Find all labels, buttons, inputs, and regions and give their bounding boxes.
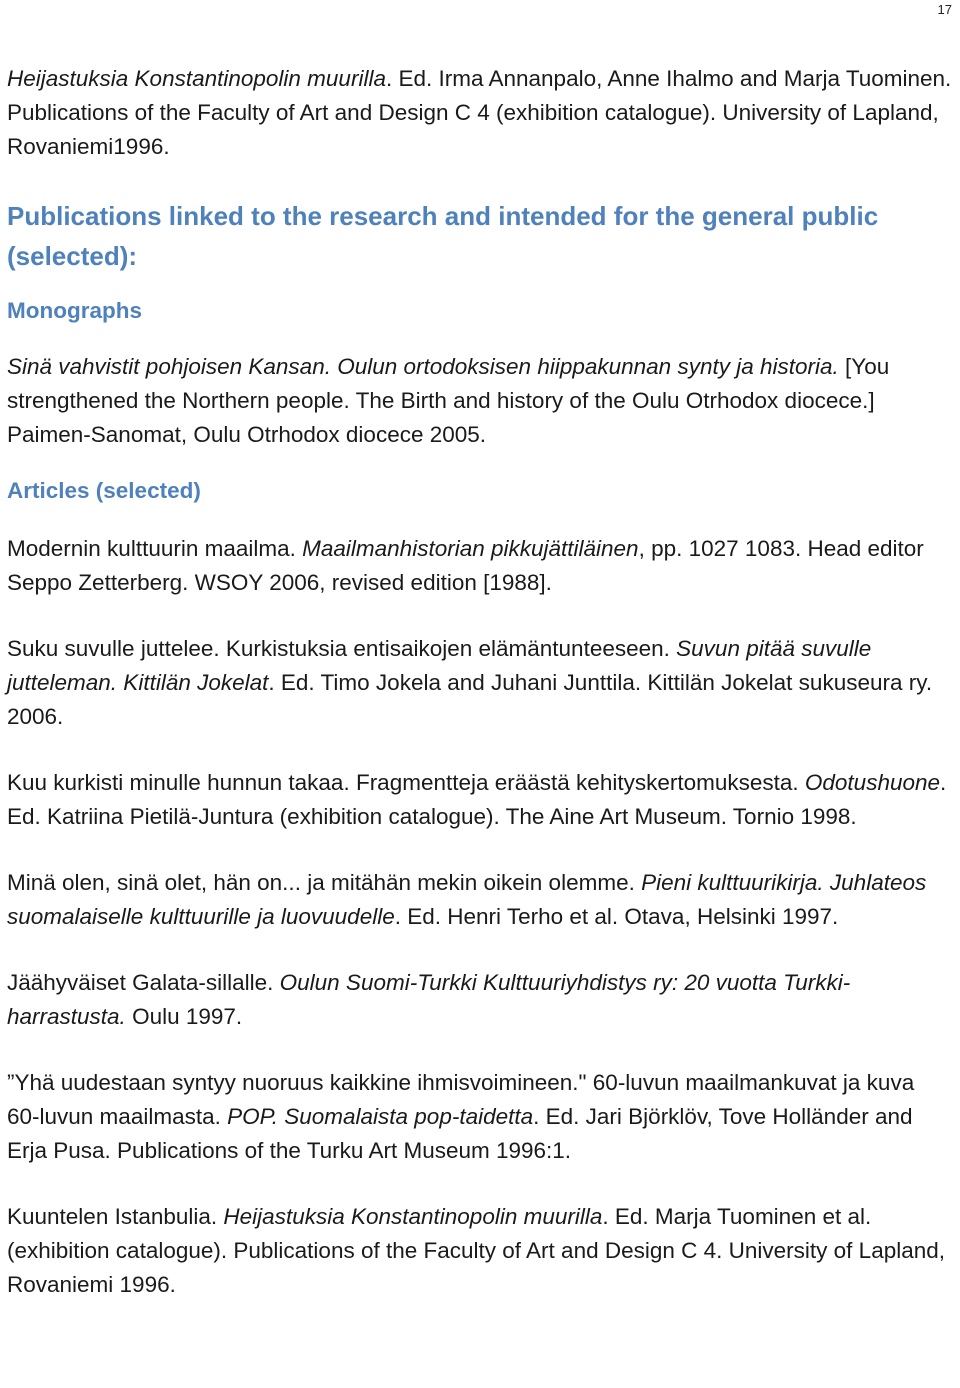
article-reference [7, 966, 952, 1034]
articles-heading: Articles (selected) [7, 478, 201, 503]
article-part: Minä olen, sinä olet, hän on... ja mitähän mekin oikein olemme. [7, 870, 642, 895]
article-part: Modernin kulttuurin maailma. [7, 536, 303, 561]
document-body [7, 62, 952, 1302]
article-italic: Odotushuone [804, 770, 941, 795]
article-italic: Oulun Suomi-Turkki Kulttuuriyhdistys ry: 20 vuotta Turkki-harrastusta. [7, 970, 851, 1029]
article-reference [7, 866, 952, 934]
monograph-details: [You strengthened the Northern people. The Birth and history of the Oulu Otrhodox diocece.] Paimen-Sanomat, Oulu Otrhodox diocece 2005. [7, 354, 890, 447]
article-part: . Ed. Henri Terho et al. Otava, Helsinki 1997. [394, 904, 839, 929]
article-reference [7, 1200, 952, 1302]
article-part: Jäähyväiset Galata-sillalle. [7, 970, 280, 995]
article-reference [7, 532, 952, 600]
article-italic: Pieni kulttuurikirja. Juhlateos suomalaiselle kulttuurille ja luovuudelle [7, 870, 927, 929]
article-part: , pp. 1027 1083. Head editor Seppo Zetterberg. WSOY 2006, revised edition [1988]. [7, 536, 924, 595]
article-part: Kuuntelen Istanbulia. [7, 1204, 224, 1229]
article-part: . Ed. Katriina Pietilä-Juntura (exhibition catalogue). The Aine Art Museum. Tornio 1998. [7, 770, 947, 829]
article-part: ”Yhä uudestaan syntyy nuoruus kaikkine ihmisvoimineen." 60-luvun maailmankuvat ja kuva 60-luvun maailmasta. [7, 1070, 915, 1129]
page-number: 17 [937, 2, 952, 17]
monograph-reference [7, 350, 952, 452]
article-part: Oulu 1997. [125, 1004, 243, 1029]
article-part: Kuu kurkisti minulle hunnun takaa. Fragmentteja eräästä kehityskertomuksesta. [7, 770, 805, 795]
article-part: . Ed. Marja Tuominen et al. (exhibition catalogue). Publications of the Faculty of Art and Design C 4. University of Lapland, Rovaniemi 1996. [7, 1204, 946, 1297]
article-part: . Ed. Jari Björklöv, Tove Holländer and Erja Pusa. Publications of the Turku Art Museum 1996:1. [7, 1104, 913, 1163]
section-heading: Publications linked to the research and intended for the general public (selected): [7, 201, 879, 271]
article-italic: POP. Suomalaista pop-taidetta [227, 1104, 534, 1129]
article-italic: Maailmanhistorian pikkujättiläinen [302, 536, 639, 561]
intro-title: Heijastuksia Konstantinopolin muurilla [7, 66, 386, 91]
article-italic: Heijastuksia Konstantinopolin muurilla [223, 1204, 603, 1229]
intro-details: . Ed. Irma Annanpalo, Anne Ihalmo and Marja Tuominen. Publications of the Faculty of Art and Design C 4 (exhibition catalogue). University of Lapland, Rovaniemi1996. [7, 66, 952, 159]
intro-reference [7, 62, 952, 164]
monograph-title: Sinä vahvistit pohjoisen Kansan. Oulun ortodoksisen hiippakunnan synty ja historia. [7, 354, 839, 379]
article-italic: Suvun pitää suvulle jutteleman. Kittilän Jokelat [7, 636, 872, 695]
article-reference [7, 766, 952, 834]
article-reference [7, 632, 952, 734]
article-part: Suku suvulle juttelee. Kurkistuksia entisaikojen elämäntunteeseen. [7, 636, 677, 661]
monographs-heading: Monographs [7, 298, 142, 323]
article-reference [7, 1066, 952, 1168]
article-part: . Ed. Timo Jokela and Juhani Junttila. Kittilän Jokelat sukuseura ry. 2006. [7, 670, 933, 729]
